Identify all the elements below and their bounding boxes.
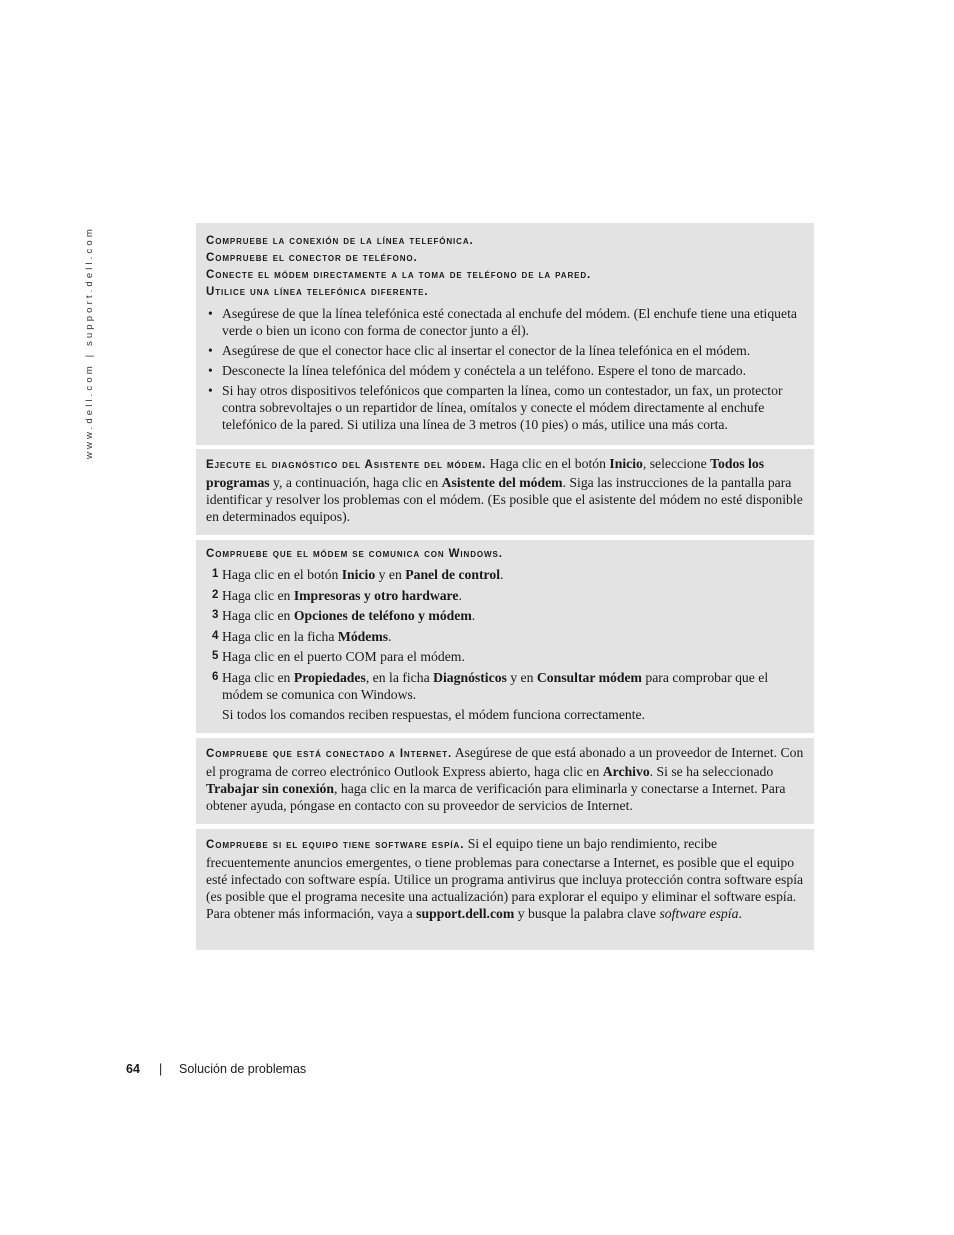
text: Si el equipo tiene un bajo rendimiento, recibe frecuentemente anuncios emergentes, o tiene problemas para conectarse a Internet, es posible que el equipo esté infectado con software espía. Utilice un programa antivirus que incluya protección contra software espía (es posible que el programa necesite una actualización) para explorar el equipo y eliminar el software espía. Para obtener más información, vaya a <box>206 836 804 921</box>
list-item <box>206 669 804 703</box>
troubleshoot-block-modem-helper <box>196 449 814 535</box>
step-number: 2 <box>212 588 219 601</box>
text: Haga clic en <box>222 669 294 685</box>
heading-modem-windows: Compruebe que el módem se comunica con Windows. <box>206 548 503 560</box>
page-footer <box>126 1062 307 1076</box>
text: Haga clic en <box>222 608 294 623</box>
text: . Si se ha seleccionado <box>649 764 774 779</box>
list-item: • Si hay otros dispositivos telefónicos que comparten la línea, como un contestador, un fax, un protector contra sobrevoltajes o un repartidor de línea, omítalos y conecte el módem directamente al enchufe telefónico de la pared. Si utiliza una línea de 3 metros (10 pies) o más, utilice una más corta. <box>206 382 804 433</box>
text: Asegúrese de que está abonado a un proveedor de Internet. Con el programa de correo electrónico Outlook Express abierto, haga clic en <box>206 745 804 779</box>
text: . Siga las instrucciones de la pantalla para identificar y resolver los problemas con el módem. (Es posible que el asistente del módem no esté disponible en determinados equipos). <box>206 475 803 524</box>
text: . <box>500 567 504 582</box>
bold-term: Consultar módem <box>536 669 642 685</box>
text: y en <box>375 567 406 582</box>
text: Haga clic en el puerto COM para el módem. <box>222 649 465 664</box>
text: Haga clic en la ficha <box>222 628 338 644</box>
bold-term: Inicio <box>341 567 376 582</box>
troubleshoot-block-internet <box>196 738 814 824</box>
list-item <box>206 587 804 604</box>
text: , en la ficha <box>365 669 434 685</box>
troubleshoot-block-spyware <box>196 829 814 950</box>
heading-check-phone-jack: Compruebe el conector de teléfono. <box>206 252 418 264</box>
list-item: • Asegúrese de que la línea telefónica esté conectada al enchufe del módem. (El enchufe tiene una etiqueta verde o bien un icono con forma de conector junto a él). <box>206 305 804 339</box>
list-item <box>206 566 804 583</box>
heading-modem-diagnostics: Ejecute el diagnóstico del Asistente del módem. <box>206 459 487 471</box>
step-number: 4 <box>212 629 219 642</box>
heading-internet-connection: Compruebe que está conectado a Internet. <box>206 748 453 760</box>
bold-term: Todos los programas <box>206 456 765 490</box>
list-item: • Asegúrese de que el conector hace clic al insertar el conector de la línea telefónica en el módem. <box>206 342 804 359</box>
support-link-text: support.dell.com <box>416 906 515 921</box>
text: . <box>738 906 742 921</box>
step-number: 5 <box>212 650 219 662</box>
text: Haga clic en el botón <box>222 567 342 582</box>
text: y busque la palabra clave <box>514 906 660 921</box>
text: . <box>388 628 392 644</box>
sidebar-url <box>84 223 98 463</box>
bold-term: Impresoras y otro hardware <box>293 587 459 603</box>
sidebar-url-text: www.dell.com | support.dell.com <box>84 226 95 459</box>
step-number: 1 <box>212 568 219 580</box>
text: Haga clic en <box>222 587 294 603</box>
result-note: Si todos los comandos reciben respuestas, el módem funciona correctamente. <box>222 707 646 722</box>
list-item <box>206 607 804 624</box>
bold-term: Panel de control <box>405 567 501 582</box>
text: para comprobar que el módem se comunica con Windows. <box>222 669 769 702</box>
page-number: 64 <box>126 1062 140 1076</box>
text: , seleccione <box>642 456 711 471</box>
paragraph <box>206 455 804 525</box>
footer-separator: | <box>159 1062 163 1076</box>
step-number: 3 <box>212 609 219 621</box>
text: . <box>458 587 462 603</box>
text: y en <box>506 669 537 685</box>
bold-term: Opciones de teléfono y módem <box>293 608 472 623</box>
bold-term: Asistente del módem <box>441 475 563 490</box>
text: , haga clic en la marca de verificación para eliminarla y conectarse a Internet. Para obtener ayuda, póngase en contacto con su proveedor de servicios de Internet. <box>206 781 786 813</box>
paragraph <box>206 835 804 922</box>
troubleshoot-block-phone-line <box>196 223 814 445</box>
troubleshoot-block-windows-communication <box>196 540 814 733</box>
list-item <box>206 648 804 665</box>
text: y, a continuación, haga clic en <box>269 475 442 490</box>
bold-term: Propiedades <box>293 669 366 685</box>
bold-term: Módems <box>337 628 389 644</box>
step-list <box>206 566 804 703</box>
bold-term: Inicio <box>609 456 643 471</box>
section-title: Solución de problemas <box>179 1062 307 1076</box>
bold-term: Archivo <box>602 764 650 779</box>
keyword: software espía <box>659 906 739 921</box>
heading-check-line-connection: Compruebe la conexión de la línea telefónica. <box>206 235 474 247</box>
heading-spyware: Compruebe si el equipo tiene software espía. <box>206 839 465 851</box>
list-item <box>206 628 804 645</box>
bullet-list <box>206 305 804 433</box>
text: Haga clic en el botón <box>486 456 610 471</box>
step-number: 6 <box>212 670 219 683</box>
text: . <box>471 608 476 623</box>
heading-connect-wall-jack: Conecte el módem directamente a la toma de teléfono de la pared. <box>206 269 592 281</box>
bold-term: Diagnósticos <box>433 669 507 685</box>
heading-use-different-line: Utilice una línea telefónica diferente. <box>206 286 429 298</box>
list-item: • Desconecte la línea telefónica del módem y conéctela a un teléfono. Espere el tono de marcado. <box>206 362 804 379</box>
bold-term: Trabajar sin conexión <box>206 781 335 796</box>
paragraph <box>206 744 804 814</box>
